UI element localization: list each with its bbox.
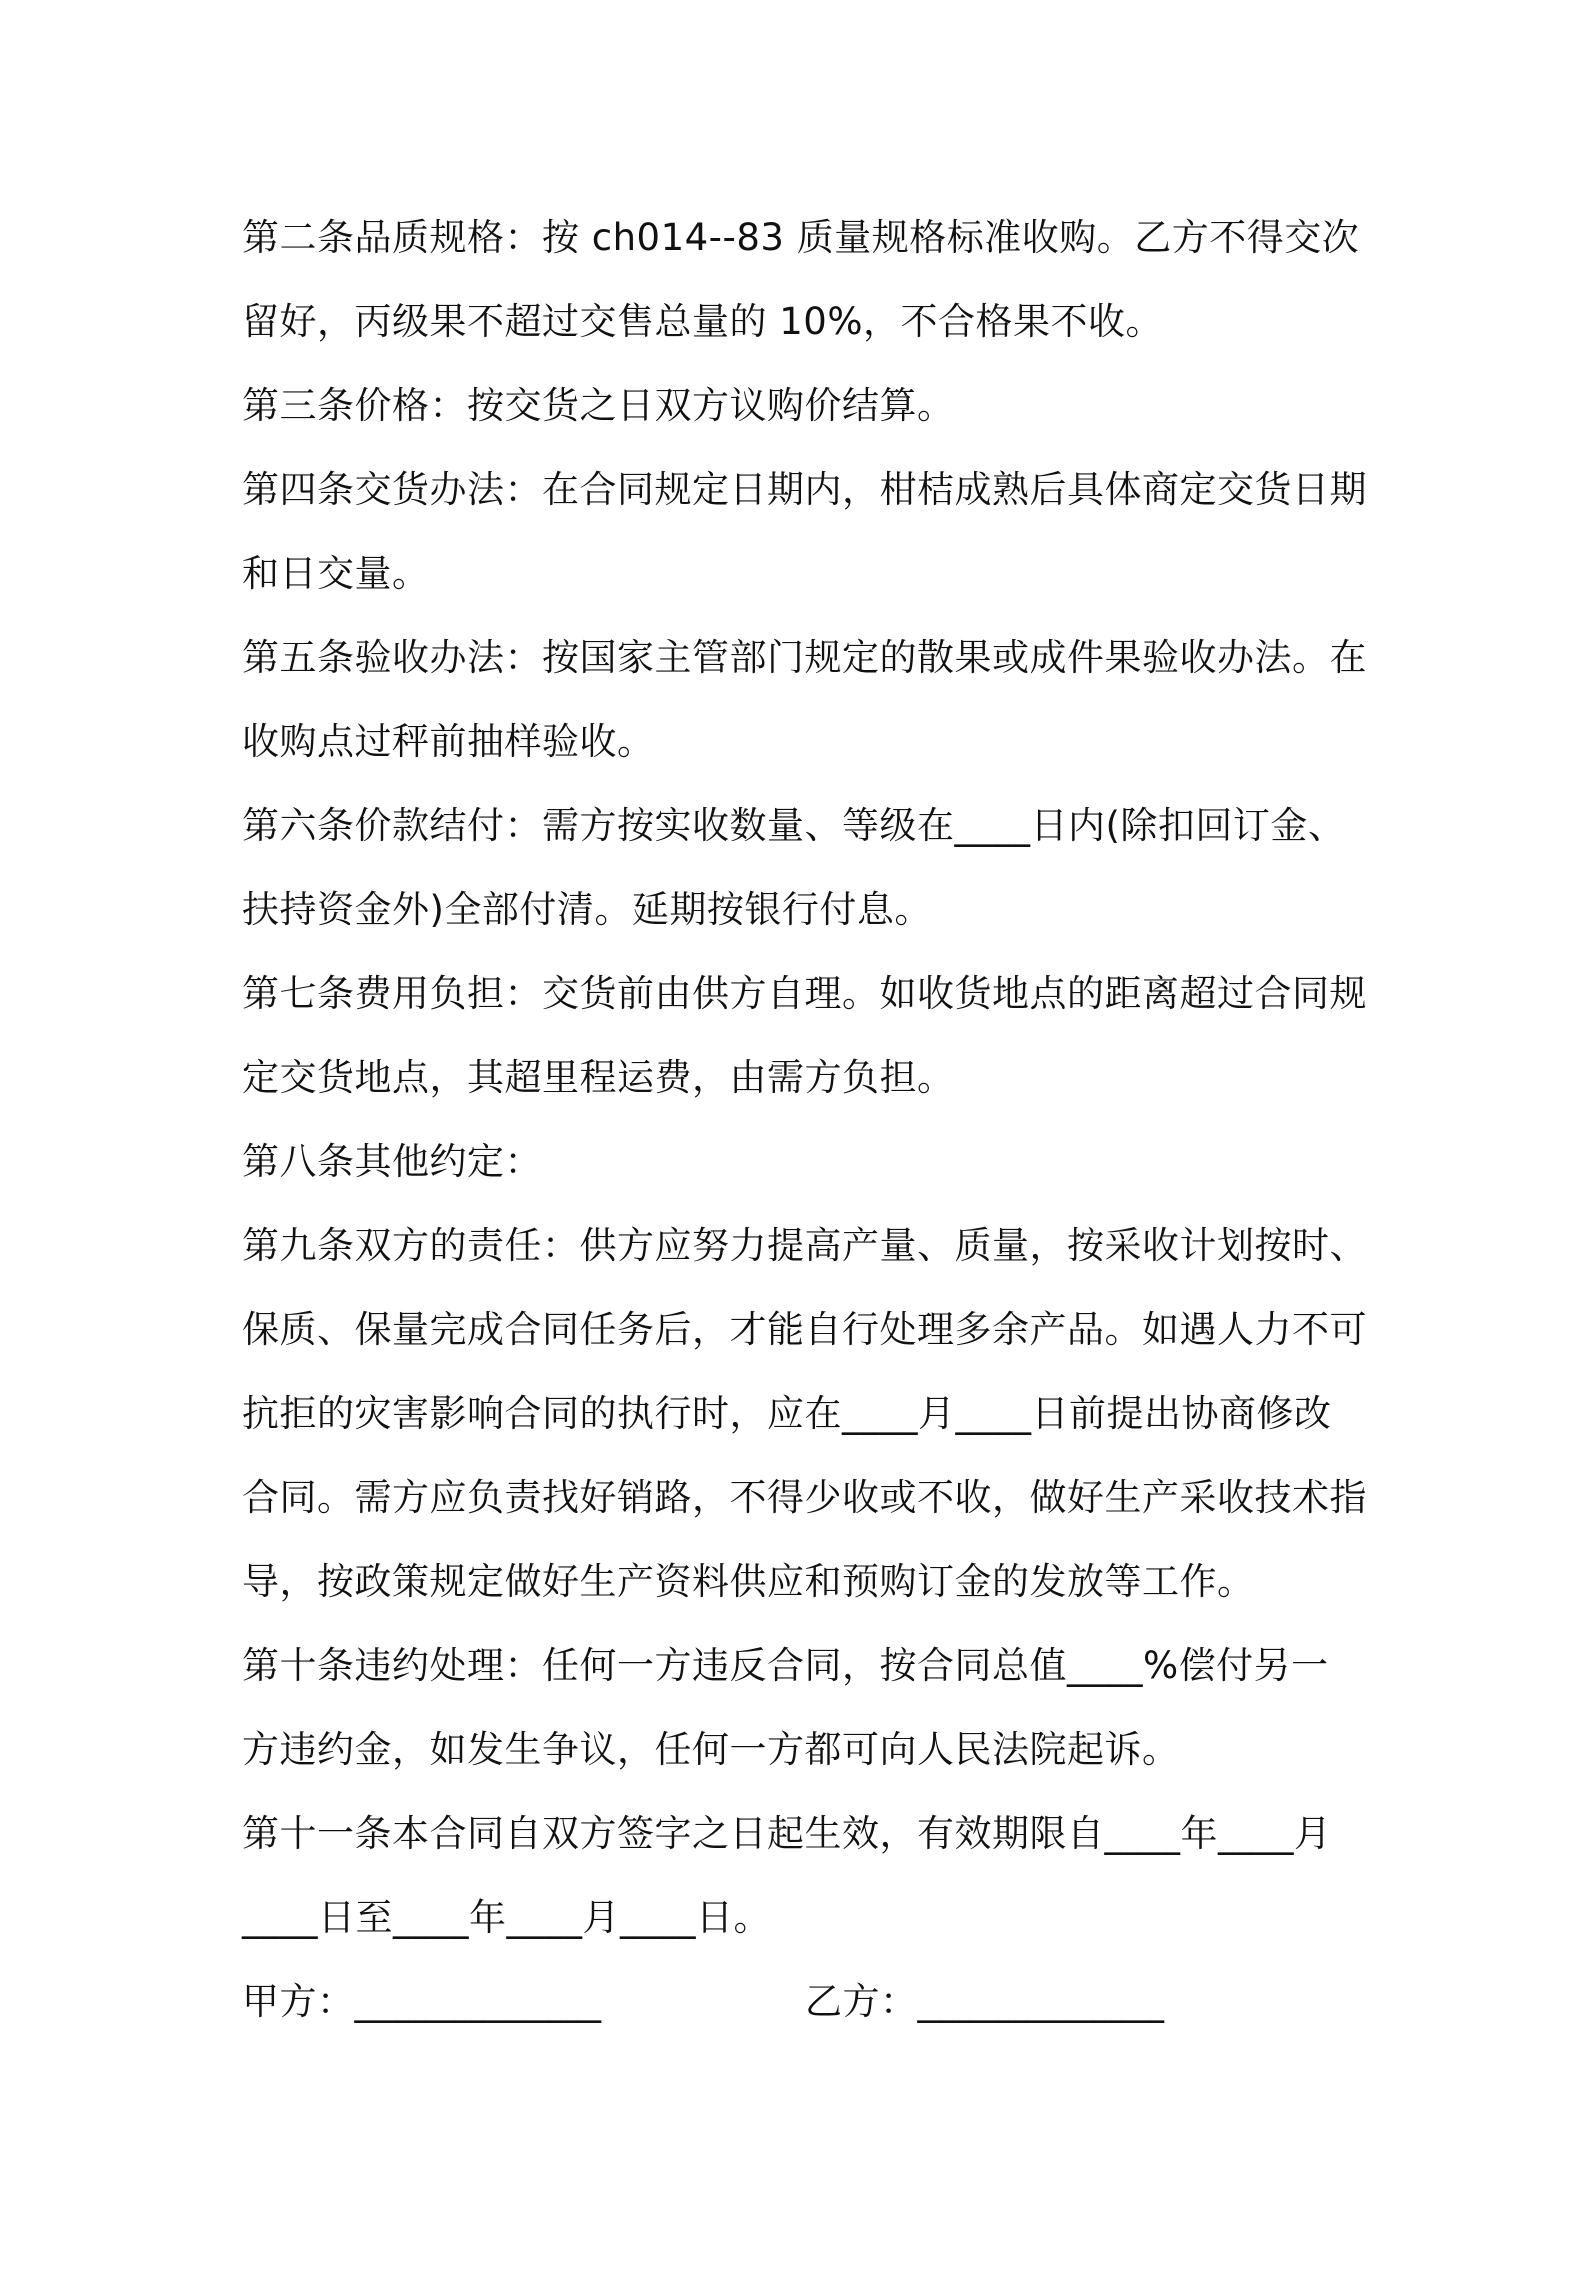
text-line: 抗拒的灾害影响合同的执行时，应在____月____日前提出协商修改 <box>242 1392 1332 1435</box>
text-line: 扶持资金外)全部付清。延期按银行付息。 <box>242 888 932 931</box>
text-line: 方违约金，如发生争议，任何一方都可向人民法院起诉。 <box>242 1728 1180 1771</box>
text-line: 合同。需方应负责找好销路，不得少收或不收，做好生产采收技术指 <box>242 1476 1367 1519</box>
text-line: 第九条双方的责任：供方应努力提高产量、质量，按采收计划按时、 <box>242 1224 1367 1267</box>
text-line: 第十条违约处理：任何一方违反合同，按合同总值____%偿付另一 <box>242 1644 1329 1687</box>
text-line: ____日至____年____月____日。 <box>242 1896 771 1939</box>
party-b-signature: 乙方：_____________ <box>805 1980 1165 2023</box>
signature-row <box>242 1960 1362 2044</box>
text-line: 收购点过秤前抽样验收。 <box>242 720 655 763</box>
text-line: 和日交量。 <box>242 552 430 595</box>
party-a-signature: 甲方：_____________ <box>242 1980 602 2023</box>
text-line: 第六条价款结付：需方按实收数量、等级在____日内(除扣回订金、 <box>242 804 1346 847</box>
text-line: 保质、保量完成合同任务后，才能自行处理多余产品。如遇人力不可 <box>242 1308 1367 1351</box>
text-line: 第四条交货办法：在合同规定日期内，柑桔成熟后具体商定交货日期 <box>242 468 1367 511</box>
text-line: 导，按政策规定做好生产资料供应和预购订金的发放等工作。 <box>242 1560 1255 1603</box>
text-line: 留好，丙级果不超过交售总量的 10%，不合格果不收。 <box>242 300 1163 343</box>
contract-body <box>242 196 1367 2044</box>
text-line: 第二条品质规格：按 ch014--83 质量规格标准收购。乙方不得交次 <box>242 216 1360 259</box>
text-line: 第七条费用负担：交货前由供方自理。如收货地点的距离超过合同规 <box>242 972 1367 1015</box>
text-line: 定交货地点，其超里程运费，由需方负担。 <box>242 1056 955 1099</box>
text-line: 第五条验收办法：按国家主管部门规定的散果或成件果验收办法。在 <box>242 636 1367 679</box>
text-line: 第十一条本合同自双方签字之日起生效，有效期限自____年____月 <box>242 1812 1332 1855</box>
text-line: 第八条其他约定： <box>242 1140 542 1183</box>
text-line: 第三条价格：按交货之日双方议购价结算。 <box>242 384 955 427</box>
